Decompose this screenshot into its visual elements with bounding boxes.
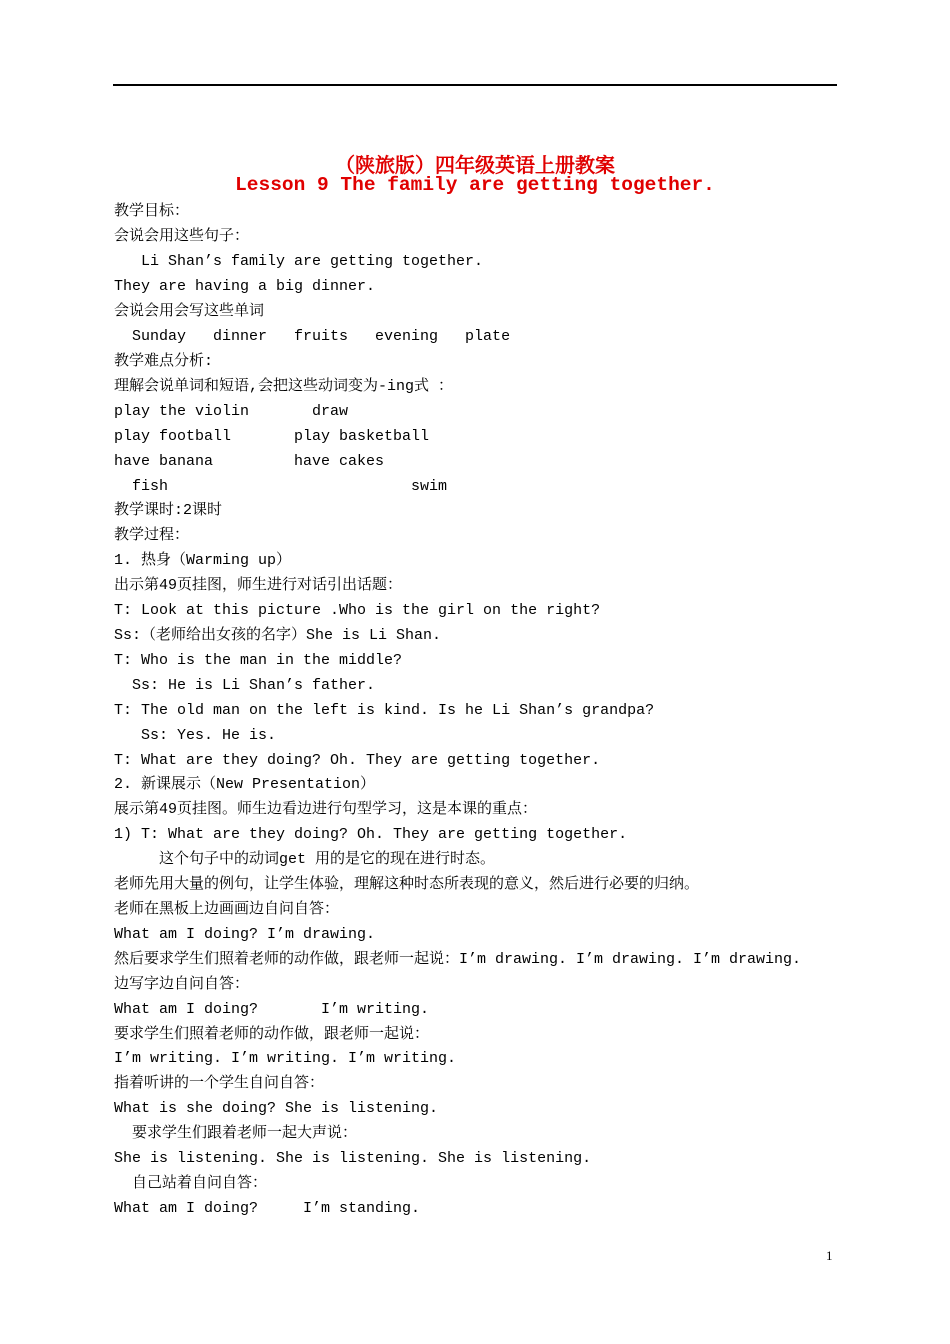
text-line: She is listening. She is listening. She is listening. bbox=[114, 1150, 592, 1167]
text-line: 老师在黑板上边画画边自问自答： bbox=[114, 901, 340, 918]
text-line: 指着听讲的一个学生自问自答： bbox=[114, 1075, 325, 1092]
text-line: 理解会说单词和短语,会把这些动词变为-ing式 ： bbox=[114, 378, 454, 395]
text-line: 2. 新课展示（New Presentation） bbox=[114, 776, 376, 793]
text-line: 然后要求学生们照着老师的动作做，跟老师一起说：I’m drawing. I’m drawing. I’m drawing. bbox=[114, 951, 802, 968]
text-line: 会说会用这些句子： bbox=[114, 228, 250, 245]
text-line: 教学目标： bbox=[114, 203, 190, 220]
text-line: What is she doing? She is listening. bbox=[114, 1100, 439, 1117]
document-title-cn: （陕旅版）四年级英语上册教案 bbox=[335, 153, 615, 177]
text-line: What am I doing? I’m drawing. bbox=[114, 926, 376, 943]
text-line: 教学难点分析: bbox=[114, 353, 214, 370]
text-line: T: Look at this picture .Who is the girl on the right? bbox=[114, 602, 601, 619]
page-number: 1 bbox=[826, 1248, 833, 1263]
text-line: Ss: He is Li Shan’s father. bbox=[114, 677, 376, 694]
text-line: play the violin draw bbox=[114, 403, 349, 420]
text-line: What am I doing? I’m standing. bbox=[114, 1200, 421, 1217]
text-line: T: Who is the man in the middle? bbox=[114, 652, 403, 669]
text-line: 1. 热身（Warming up） bbox=[114, 552, 292, 569]
text-line: 边写字边自问自答： bbox=[114, 976, 250, 993]
text-line: Ss:（老师给出女孩的名字）She is Li Shan. bbox=[114, 627, 442, 644]
text-line: 自己站着自问自答： bbox=[114, 1175, 268, 1192]
text-line: 展示第49页挂图。师生边看边进行句型学习，这是本课的重点： bbox=[114, 801, 538, 818]
text-line: fish swim bbox=[114, 478, 448, 495]
text-line: 教学课时:2课时 bbox=[114, 502, 223, 519]
text-line: 这个句子中的动词get 用的是它的现在进行时态。 bbox=[114, 851, 496, 868]
document-title-en: Lesson 9 The family are getting together. bbox=[235, 174, 715, 196]
text-line: 会说会用会写这些单词 bbox=[114, 303, 265, 320]
text-line: 1) T: What are they doing? Oh. They are getting together. bbox=[114, 826, 628, 843]
text-line: have banana have cakes bbox=[114, 453, 385, 470]
text-line: They are having a big dinner. bbox=[114, 278, 376, 295]
text-line: 要求学生们跟着老师一起大声说： bbox=[114, 1125, 358, 1142]
text-line: Ss: Yes. He is. bbox=[114, 727, 277, 744]
text-line: 教学过程： bbox=[114, 527, 190, 544]
text-line: Li Shan’s family are getting together. bbox=[114, 253, 484, 270]
text-line: What am I doing? I’m writing. bbox=[114, 1001, 430, 1018]
text-line: 老师先用大量的例句，让学生体验，理解这种时态所表现的意义，然后进行必要的归纳。 bbox=[114, 876, 700, 893]
header-rule bbox=[113, 84, 837, 86]
text-line: play football play basketball bbox=[114, 428, 430, 445]
text-line: Sunday dinner fruits evening plate bbox=[114, 328, 511, 345]
text-line: T: The old man on the left is kind. Is he Li Shan’s grandpa? bbox=[114, 702, 655, 719]
text-line: I’m writing. I’m writing. I’m writing. bbox=[114, 1050, 457, 1067]
text-line: T: What are they doing? Oh. They are getting together. bbox=[114, 752, 601, 769]
text-line: 出示第49页挂图，师生进行对话引出话题： bbox=[114, 577, 403, 594]
text-line: 要求学生们照着老师的动作做，跟老师一起说： bbox=[114, 1026, 430, 1043]
